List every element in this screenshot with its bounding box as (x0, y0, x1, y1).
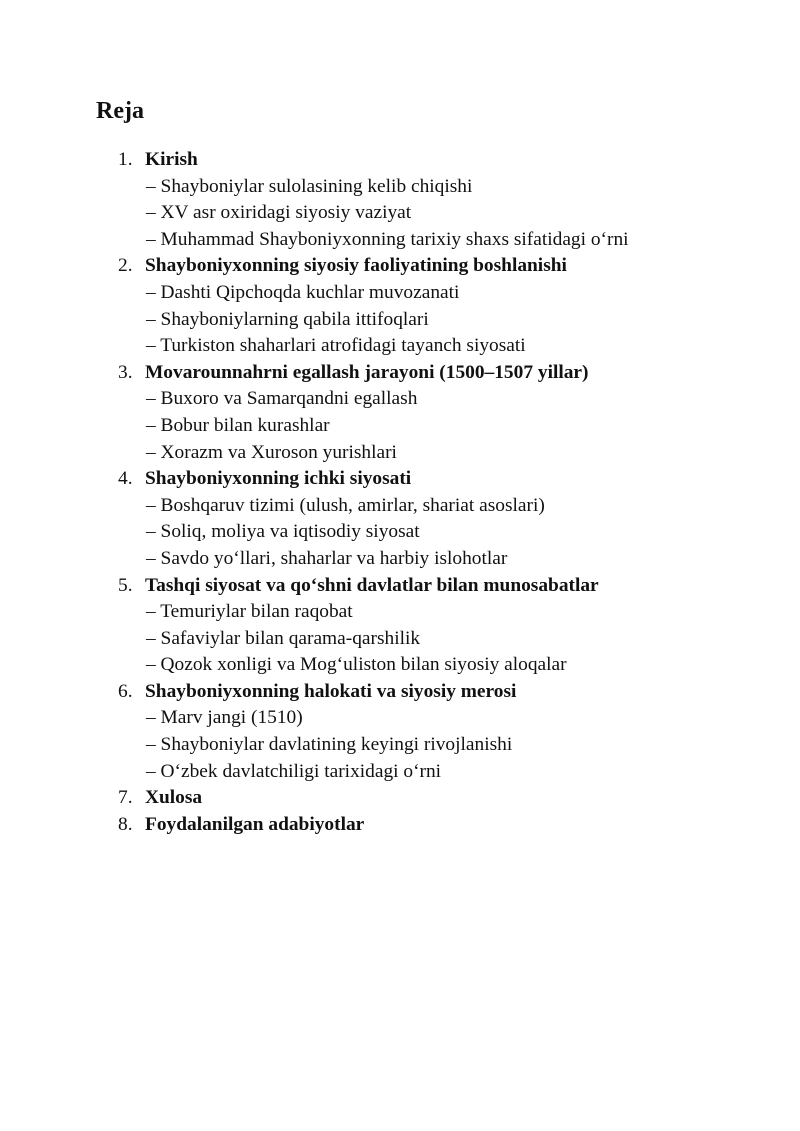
subtopic-item: – Xorazm va Xuroson yurishlari (146, 441, 397, 463)
subtopic-item: – Savdo yo‘llari, shaharlar va harbiy islohotlar (146, 547, 508, 569)
section-heading: Movarounnahrni egallash jarayoni (1500–1507 yillar) (145, 361, 589, 383)
section-heading-row (118, 812, 745, 839)
subtopic-item: – O‘zbek davlatchiligi tarixidagi o‘rni (146, 760, 442, 782)
section-heading-row (118, 466, 745, 493)
section-heading: Shayboniyxonning halokati va siyosiy merosi (145, 680, 517, 702)
section-number: 5. (118, 574, 133, 596)
subtopic-item: – XV asr oxiridagi siyosiy vaziyat (146, 202, 412, 224)
section-number: 7. (118, 787, 133, 809)
section-heading-row (118, 573, 745, 600)
section-heading: Shayboniyxonning ichki siyosati (145, 468, 412, 490)
subtopic-item: – Soliq, moliya va iqtisodiy siyosat (146, 521, 420, 543)
plan-section (118, 573, 745, 679)
section-number: 4. (118, 468, 133, 490)
subtopic-item: – Dashti Qipchoqda kuchlar muvozanati (146, 281, 460, 303)
plan-section (118, 812, 745, 839)
section-number: 3. (118, 361, 133, 383)
plan-list (118, 147, 745, 838)
subtopic-item: – Shayboniylarning qabila ittifoqlari (146, 308, 429, 330)
plan-section (118, 147, 745, 253)
section-heading-row (118, 785, 745, 812)
section-heading: Foydalanilgan adabiyotlar (145, 813, 365, 835)
subtopic-item: – Marv jangi (1510) (146, 707, 303, 729)
section-heading: Tashqi siyosat va qo‘shni davlatlar bilan munosabatlar (145, 574, 599, 596)
subtopic-item: – Safaviylar bilan qarama-qarshilik (146, 627, 421, 649)
section-heading: Kirish (145, 149, 198, 170)
section-heading-row (118, 253, 745, 280)
subtopic-item: – Buxoro va Samarqandni egallash (146, 388, 418, 410)
subtopic-item: – Qozok xonligi va Mog‘uliston bilan siyosiy aloqalar (146, 654, 567, 676)
plan-section (118, 253, 745, 359)
section-number: 2. (118, 255, 133, 277)
subtopic-item: – Muhammad Shayboniyxonning tarixiy shaxs sifatidagi o‘rni (146, 228, 629, 250)
subtopic-item: – Shayboniylar sulolasining kelib chiqishi (146, 175, 473, 197)
section-number: 8. (118, 813, 133, 835)
subtopic-item: – Bobur bilan kurashlar (146, 414, 330, 436)
section-heading-row (118, 679, 745, 706)
plan-section (118, 785, 745, 812)
subtopic-item: – Shayboniylar davlatining keyingi rivojlanishi (146, 734, 513, 756)
section-heading-row (118, 360, 745, 387)
document-title: Reja (96, 98, 144, 124)
section-heading: Xulosa (145, 787, 203, 809)
section-number: 6. (118, 680, 133, 702)
section-heading: Shayboniyxonning siyosiy faoliyatining boshlanishi (145, 255, 567, 277)
plan-section (118, 360, 745, 466)
subtopic-item: – Turkiston shaharlari atrofidagi tayanch siyosati (146, 335, 526, 357)
subtopic-item: – Boshqaruv tizimi (ulush, amirlar, shariat asoslari) (146, 494, 545, 516)
plan-section (118, 466, 745, 572)
plan-section (118, 679, 745, 785)
section-number: 1. (118, 149, 133, 170)
section-heading-row (118, 147, 745, 174)
subtopic-item: – Temuriylar bilan raqobat (146, 601, 353, 623)
